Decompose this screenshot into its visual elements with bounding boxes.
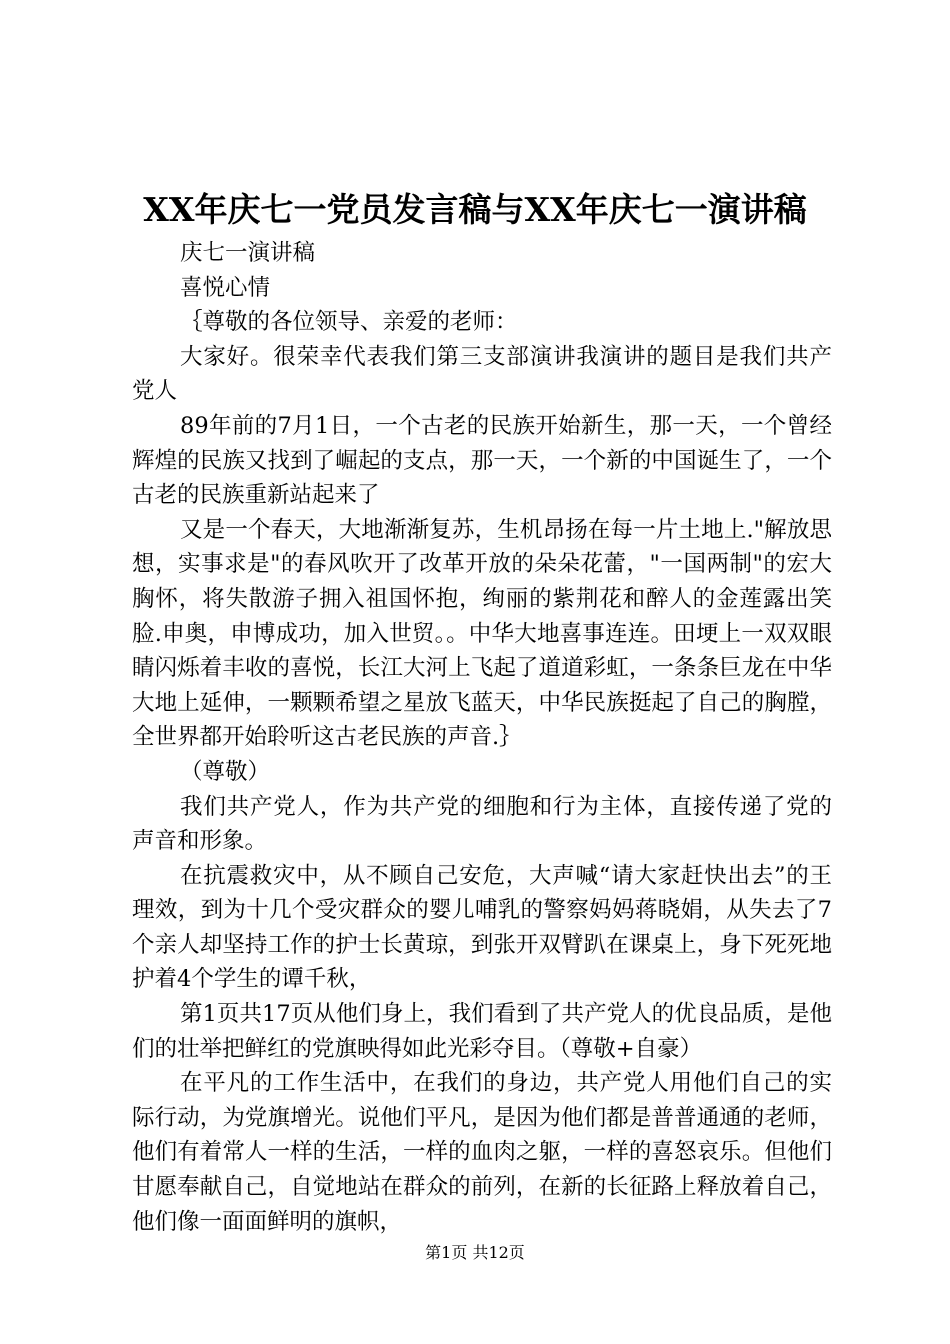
paragraph: 庆七一演讲稿 xyxy=(180,240,316,266)
paragraph: 在抗震救灾中，从不顾自己安危，大声喊“请大家赶快出去”的王理效，到为十几个受灾群众的婴儿哺乳的警察妈妈蒋晓娟，从失去了7个亲人却坚持工作的护士长黄琼，到张开双臂趴在课桌上，身下死死地护着4个学生的谭千秋， xyxy=(132,862,832,993)
paragraph: （尊敬） xyxy=(180,758,271,785)
paragraph: 我们共产党人，作为共产党的细胞和行为主体，直接传递了党的声音和形象。 xyxy=(132,793,832,855)
paragraph: 又是一个春天，大地渐渐复苏，生机昂扬在每一片土地上."解放思想，实事求是"的春风吹开了改革开放的朵朵花蕾，"一国两制"的宏大胸怀，将失散游子拥入祖国怀抱，绚丽的紫荆花和醉人的金莲露出笑脸.申奥，申博成功，加入世贸。。中华大地喜事连连。田埂上一双双眼睛闪烁着丰收的喜悦，长江大河上飞起了道道彩虹，一条条巨龙在中华大地上延伸，一颗颗希望之星放飞蓝天，中华民族挺起了自己的胸膛，全世界都开始聆听这古老民族的声音.｝ xyxy=(132,516,832,751)
paragraph: 在平凡的工作生活中，在我们的身边，共产党人用他们自己的实际行动，为党旗增光。说他们平凡，是因为他们都是普普通通的老师，他们有着常人一样的生活，一样的血肉之躯，一样的喜怒哀乐。但他们甘愿奉献自己，自觉地站在群众的前列，在新的长征路上释放着自己，他们像一面面鲜明的旗帜， xyxy=(132,1070,832,1235)
page-footer: 第1页 共12页 xyxy=(425,1243,525,1262)
document-title: XX年庆七一党员发言稿与XX年庆七一演讲稿 xyxy=(143,190,807,229)
document-body xyxy=(132,236,832,1239)
paragraph: 喜悦心情 xyxy=(180,274,271,301)
paragraph: 89年前的7月1日，一个古老的民族开始新生，那一天，一个曾经辉煌的民族又找到了崛起的支点，那一天，一个新的中国诞生了，一个古老的民族重新站起来了 xyxy=(132,412,832,509)
paragraph: 第1页共17页从他们身上，我们看到了共产党人的优良品质，是他们的壮举把鲜红的党旗映得如此光彩夺目。（尊敬+自豪） xyxy=(132,1001,832,1062)
paragraph: ｛尊敬的各位领导、亲爱的老师： xyxy=(180,309,518,336)
paragraph: 大家好。很荣幸代表我们第三支部演讲我演讲的题目是我们共产党人 xyxy=(132,343,832,405)
